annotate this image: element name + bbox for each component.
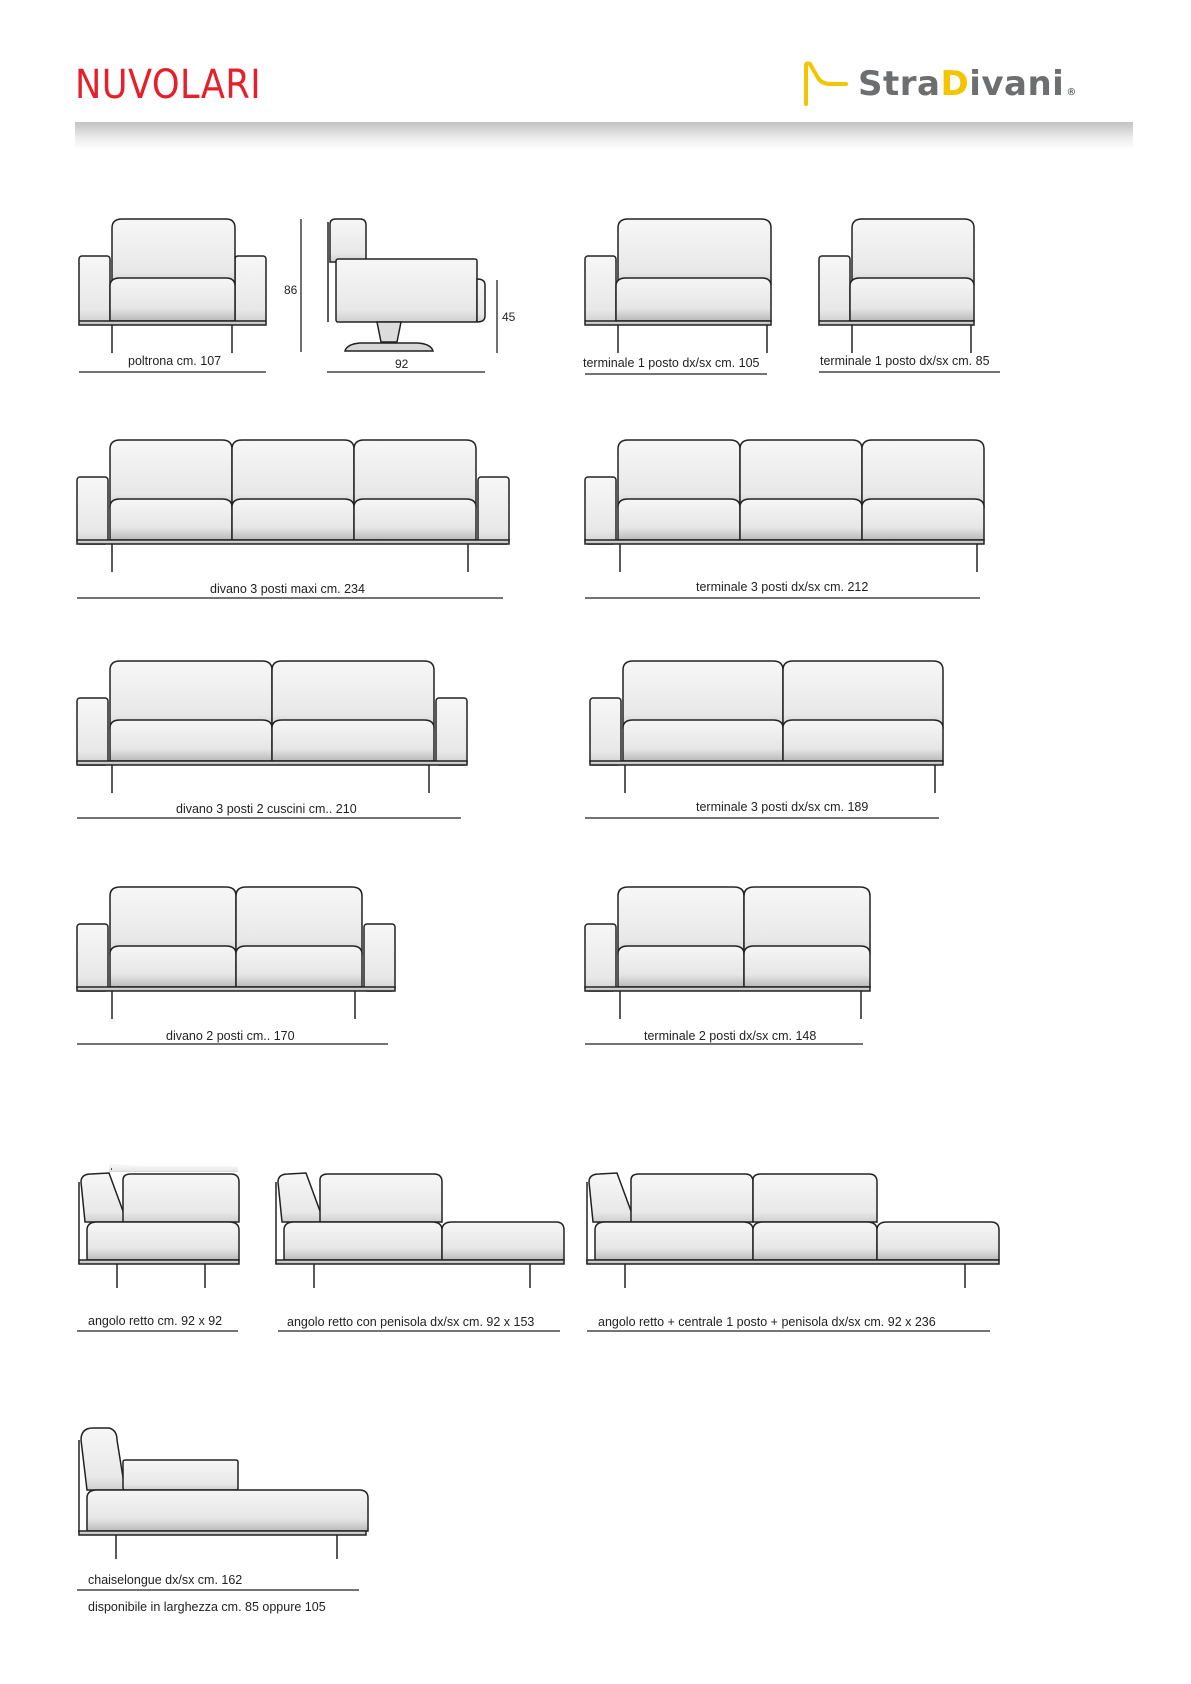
caption-terminal-3-212: terminale 3 posti dx/sx cm. 212 bbox=[696, 580, 869, 594]
caption-sofa-3-2cushions: divano 3 posti 2 cuscini cm.. 210 bbox=[176, 802, 357, 816]
caption-sofa-3-maxi: divano 3 posti maxi cm. 234 bbox=[210, 582, 365, 596]
dimension-seat-height: 45 bbox=[502, 310, 516, 324]
caption-armchair: poltrona cm. 107 bbox=[128, 354, 222, 368]
caption-terminal-1-105: terminale 1 posto dx/sx cm. 105 bbox=[583, 356, 760, 370]
brand-wordmark: StraDivani ® bbox=[858, 64, 1077, 104]
caption-terminal-1-85: terminale 1 posto dx/sx cm. 85 bbox=[820, 354, 990, 368]
caption-corner-central-penisola: angolo retto + centrale 1 posto + penisola dx/sx cm. 92 x 236 bbox=[598, 1315, 936, 1329]
caption-terminal-3-189: terminale 3 posti dx/sx cm. 189 bbox=[696, 800, 869, 814]
footnote-availability: disponibile in larghezza cm. 85 oppure 105 bbox=[88, 1600, 326, 1614]
page-title: NUVOLARI bbox=[75, 62, 262, 108]
dimension-height: 86 bbox=[284, 283, 298, 297]
caption-terminal-2-148: terminale 2 posti dx/sx cm. 148 bbox=[644, 1029, 817, 1043]
caption-chaiselongue: chaiselongue dx/sx cm. 162 bbox=[88, 1573, 243, 1587]
dimension-depth: 92 bbox=[395, 357, 409, 371]
caption-corner-92: angolo retto cm. 92 x 92 bbox=[88, 1314, 223, 1328]
caption-sofa-2: divano 2 posti cm.. 170 bbox=[166, 1029, 295, 1043]
caption-corner-penisola: angolo retto con penisola dx/sx cm. 92 x 153 bbox=[287, 1315, 535, 1329]
